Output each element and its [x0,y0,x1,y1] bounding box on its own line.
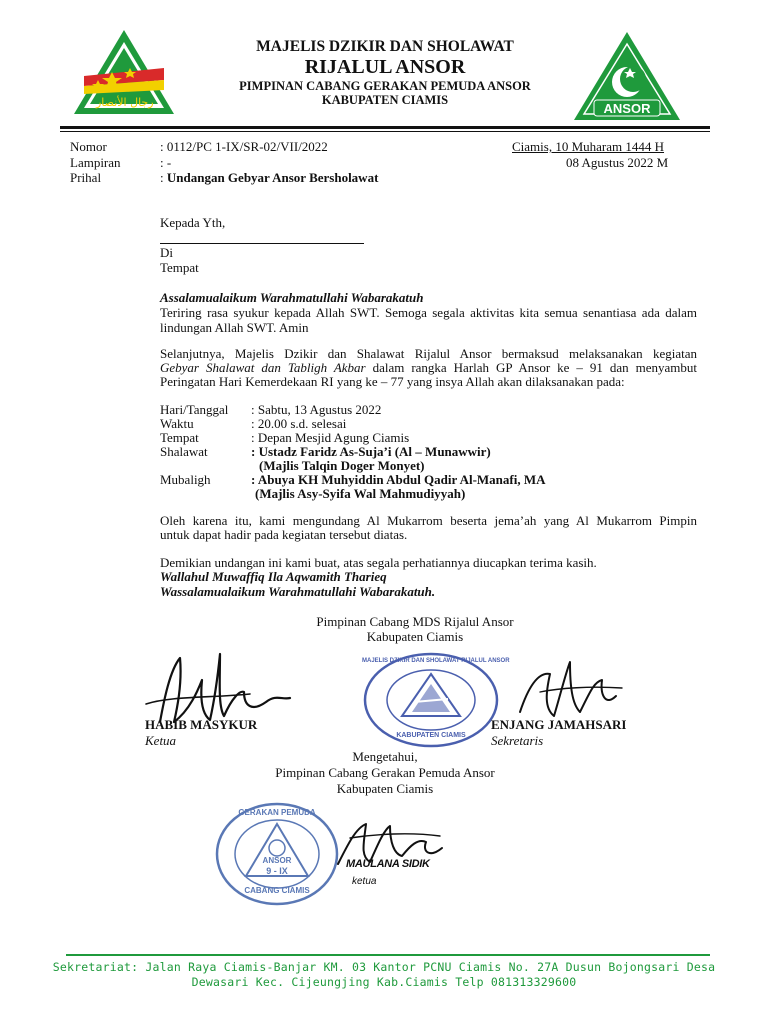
footer-line-1: Sekretariat: Jalan Raya Ciamis-Banjar KM. 03 Kantor PCNU Ciamis No. 27A Dusun Bojongsari Desa [52,960,716,974]
gp-org-line-2: Kabupaten Ciamis [336,781,434,796]
gp-stamp-top-text: GERAKAN PEMUDA [238,808,316,817]
schedule-sub-shalawat: (Majlis Talqin Doger Monyet) [259,458,425,473]
greeting: Assalamualaikum Warahmatullahi Wabarakatuh [160,290,424,305]
prihal-value [160,170,378,186]
paragraph-2-line-1: Selanjutnya, Majelis Dzikir dan Shalawat Rijalul Ansor bermaksud melaksanakan kegiatan [160,346,697,361]
paragraph-4: Demikian undangan ini kami buat, atas segala perhatiannya diucapkan terima kasih. [160,555,597,570]
paragraph-1-line-2: lindungan Allah SWT. Amin [160,320,309,335]
schedule-label-mubaligh: Mubaligh [160,472,211,487]
gp-stamp-mid-text: ANSOR [262,856,292,865]
schedule-label-date: Hari/Tanggal [160,402,229,417]
org-line-3: PIMPINAN CABANG GERAKAN PEMUDA ANSOR [239,79,531,93]
mds-stamp-bottom-text: KABUPATEN CIAMIS [396,732,466,739]
header-divider-thick [60,126,710,129]
prihal-text: Undangan Gebyar Ansor Bersholawat [166,170,379,185]
footer-line-2: Dewasari Kec. Cijeungjing Kab.Ciamis Telp 081313329600 [191,975,577,989]
lampiran-value: : - [160,155,172,170]
gp-stamp-bottom-text: CABANG CIAMIS [244,886,310,895]
right-logo-text: ANSOR [603,101,651,116]
date-hijri: Ciamis, 10 Muharam 1444 H [512,139,665,154]
signature-org-line-2: Kabupaten Ciamis [366,629,464,644]
left-logo [70,28,178,118]
date-masehi: 08 Agustus 2022 M [566,155,669,170]
recipient-to: Kepada Yth, [160,215,226,230]
event-name: Gebyar Shalawat dan Tabligh Akbar [160,360,366,375]
mds-stamp [362,652,510,748]
schedule-label-time: Waktu [160,416,194,431]
prihal-label: Prihal [70,170,102,185]
nomor-value: : 0112/PC 1-IX/SR-02/VII/2022 [160,139,328,154]
mds-stamp-top-text: MAJELIS DZIKIR DAN SHOLAWAT RIJALUL ANSOR [362,658,510,664]
header-divider-thin [60,131,710,132]
gp-stamp-number-text: 9 - IX [266,866,288,876]
event-context: dalam rangka Harlah GP Ansor ke – 91 dan menyambut [365,360,697,375]
schedule-value-mubaligh: : Abuya KH Muhyiddin Abdul Qadir Al-Manafi, MA [251,472,546,487]
recipient-tempat: Tempat [160,260,199,275]
nomor-label: Nomor [70,139,107,154]
org-line-2: RIJALUL ANSOR [304,56,466,78]
paragraph-2-line-3: Peringatan Hari Kemerdekaan RI yang ke – 77 yang insya Allah akan dilaksanakan pada: [160,374,625,389]
paragraph-1-line-1: Teriring rasa syukur kepada Allah SWT. Semoga segala aktivitas kita semua senantiasa ada dalam [160,305,697,320]
recipient-blank-line [160,243,364,244]
left-signatory-title: Ketua [145,733,177,748]
wassalam-line: Wassalamualaikum Warahmatullahi Wabarakatuh. [160,584,436,599]
right-signatory-title: Sekretaris [491,733,544,748]
schedule-value-shalawat: : Ustadz Faridz As-Suja’i (Al – Munawwir) [251,444,491,459]
schedule-label-shalawat: Shalawat [160,444,208,459]
signature-org-line-1: Pimpinan Cabang MDS Rijalul Ansor [316,614,514,629]
schedule-value-time: : 20.00 s.d. selesai [251,416,347,431]
mengetahui: Mengetahui, [352,749,418,764]
gp-org-line-1: Pimpinan Cabang Gerakan Pemuda Ansor [275,765,495,780]
org-line-1: MAJELIS DZIKIR DAN SHOLAWAT [256,38,514,55]
schedule-sub-mubaligh: (Majlis Asy-Syifa Wal Mahmudiyyah) [255,486,466,501]
schedule-value-date: : Sabtu, 13 Agustus 2022 [251,402,382,417]
schedule-label-place: Tempat [160,430,199,445]
recipient-di: Di [160,245,173,260]
gp-ansor-stamp [212,800,342,908]
schedule-value-place: : Depan Mesjid Agung Ciamis [251,430,410,445]
prihal-colon: : [160,170,164,185]
gp-signatory-title: ketua [352,876,377,887]
wallahul-line: Wallahul Muwaffiq Ila Aqwamith Tharieq [160,569,387,584]
right-signatory-name: ENJANG JAMAHSARI [491,717,627,732]
lampiran-label: Lampiran [70,155,121,170]
gp-signatory-name: MAULANA SIDIK [346,858,430,870]
footer-divider [66,954,710,956]
left-signatory-name: HABIB MASYKUR [145,717,258,732]
paragraph-3-line-1: Oleh karena itu, kami mengundang Al Mukarrom beserta jema’ah yang Al Mukarrom Pimpin [160,513,697,528]
org-line-4: KABUPATEN CIAMIS [321,93,449,107]
left-logo-arabic-text: رجال الأنصار [96,96,154,109]
paragraph-3-line-2: untuk dapat hadir pada kegiatan tersebut diatas. [160,527,408,542]
